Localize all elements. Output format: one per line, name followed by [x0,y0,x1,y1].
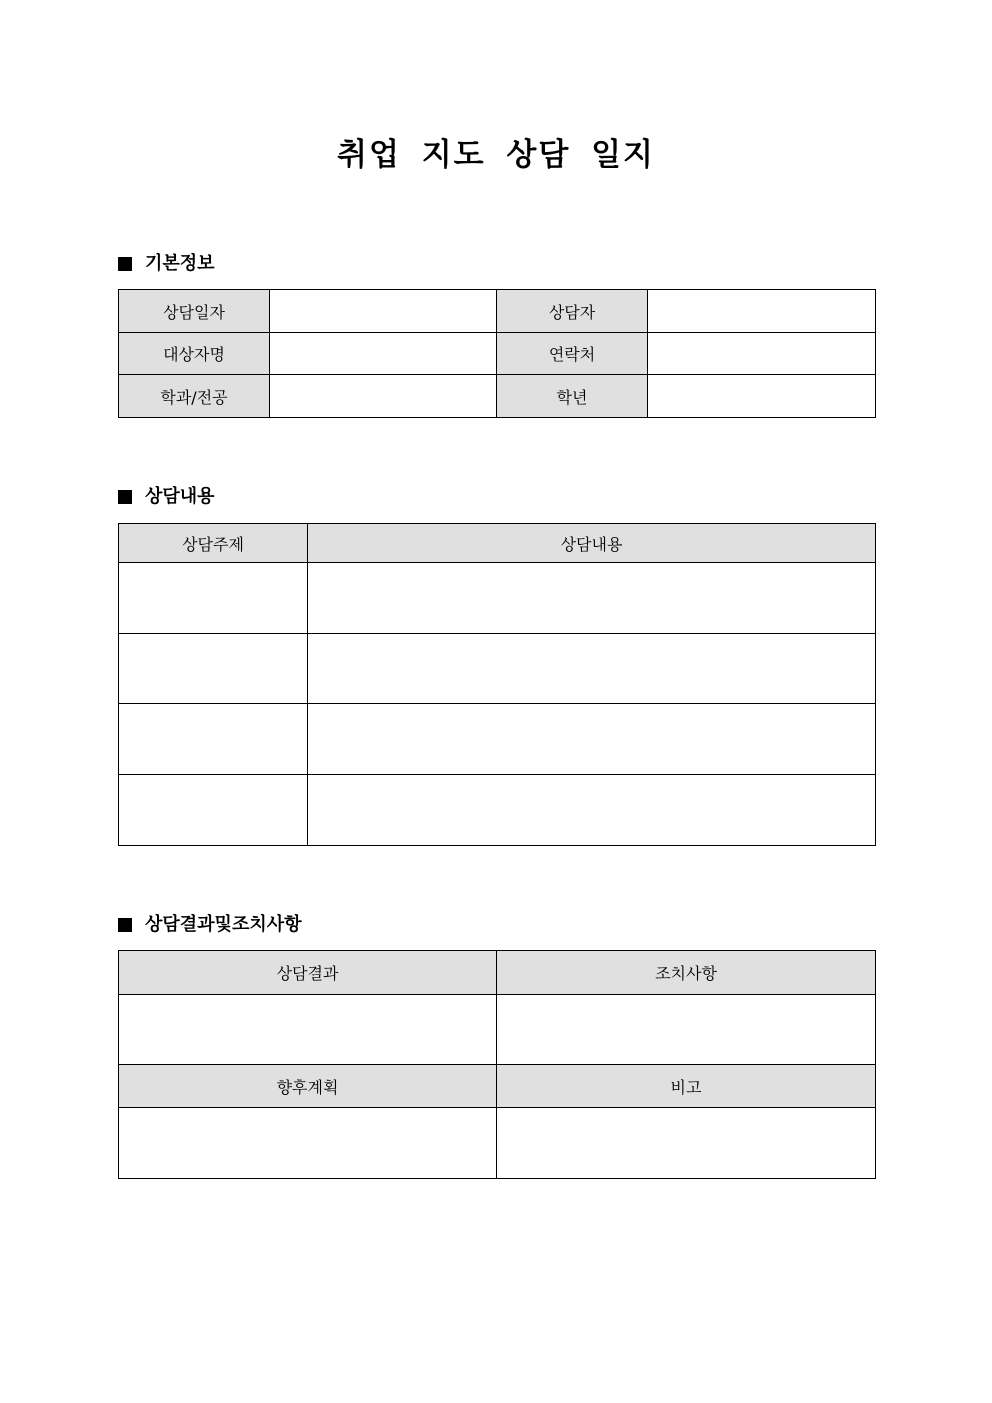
remarks-field[interactable] [497,1108,876,1179]
table-row [119,775,876,846]
table-header-row [119,1065,876,1108]
page-title: 취업 지도 상담 일지 [337,137,655,173]
consultation-table [118,523,876,846]
column-header-content: 상담내용 [308,524,876,563]
table-row [119,704,876,775]
column-header-action: 조치사항 [497,951,876,995]
section-heading-basic-info [118,251,215,277]
counselor-field[interactable] [648,290,876,333]
content-field[interactable] [308,775,876,846]
topic-field[interactable] [119,704,308,775]
square-bullet-icon [118,257,132,271]
content-field[interactable] [308,704,876,775]
section-heading-consultation [118,484,215,510]
table-row [119,995,876,1065]
section-heading-label: 상담내용 [145,486,215,507]
label-cell: 상담일자 [119,290,270,333]
table-header-row [119,951,876,995]
square-bullet-icon [118,490,132,504]
table-row [119,375,876,418]
table-row [119,563,876,634]
label-cell: 대상자명 [119,333,270,375]
label-cell: 학과/전공 [119,375,270,418]
topic-field[interactable] [119,563,308,634]
table-row [119,333,876,375]
contact-field[interactable] [648,333,876,375]
table-header-row [119,524,876,563]
table-row [119,634,876,704]
result-field[interactable] [119,995,497,1065]
basic-info-table [118,289,876,418]
result-table [118,950,876,1179]
table-row [119,290,876,333]
department-major-field[interactable] [270,375,497,418]
topic-field[interactable] [119,775,308,846]
section-heading-label: 상담결과및조치사항 [145,914,302,935]
content-field[interactable] [308,563,876,634]
label-cell: 학년 [497,375,648,418]
section-heading-result [118,912,302,938]
action-field[interactable] [497,995,876,1065]
future-plan-field[interactable] [119,1108,497,1179]
section-heading-label: 기본정보 [145,253,215,274]
column-header-future-plan: 향후계획 [119,1065,497,1108]
label-cell: 연락처 [497,333,648,375]
label-cell: 상담자 [497,290,648,333]
table-row [119,1108,876,1179]
square-bullet-icon [118,918,132,932]
content-field[interactable] [308,634,876,704]
client-name-field[interactable] [270,333,497,375]
topic-field[interactable] [119,634,308,704]
column-header-remarks: 비고 [497,1065,876,1108]
column-header-result: 상담결과 [119,951,497,995]
grade-field[interactable] [648,375,876,418]
consult-date-field[interactable] [270,290,497,333]
column-header-topic: 상담주제 [119,524,308,563]
